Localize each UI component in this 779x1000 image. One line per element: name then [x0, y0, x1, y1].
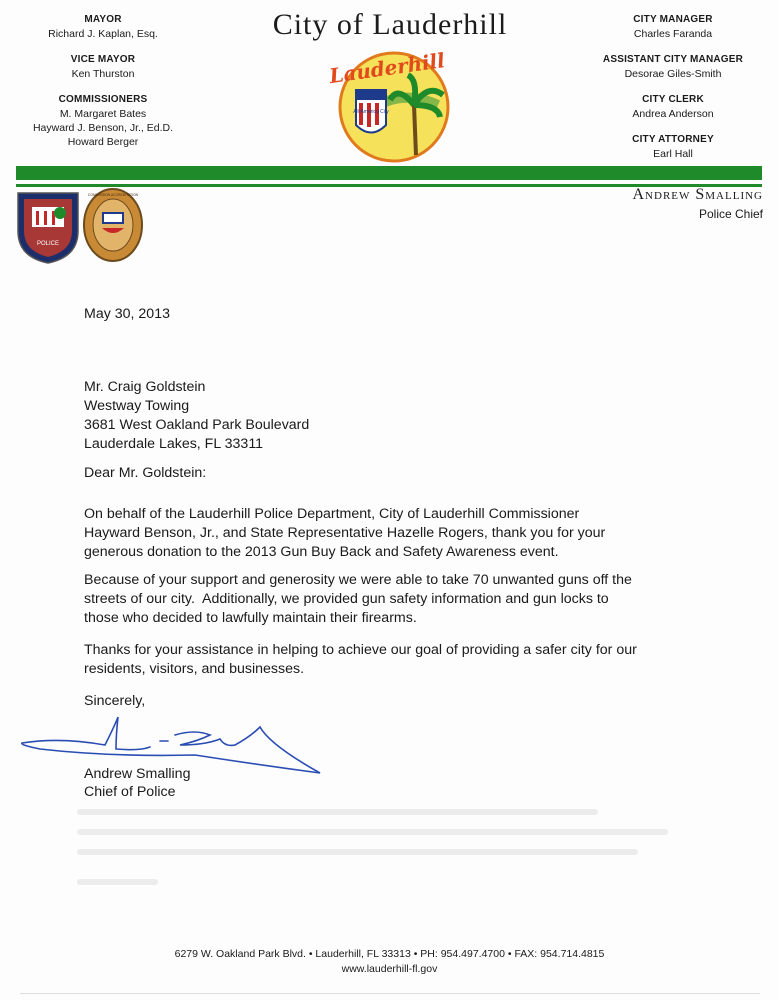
- header-officials-left: [18, 13, 188, 149]
- paragraph-line: those who decided to lawfully maintain their firearms.: [84, 610, 417, 626]
- paragraph-line: On behalf of the Lauderhill Police Department, City of Lauderhill Commissioner: [84, 506, 580, 522]
- logo-subtext: All-America City: [353, 109, 389, 115]
- body-paragraph: [84, 571, 724, 628]
- paragraph-line: generous donation to the 2013 Gun Buy Back and Safety Awareness event.: [84, 544, 559, 560]
- official-name: Earl Hall: [653, 148, 693, 160]
- chief-title: Police Chief: [698, 207, 763, 221]
- chief-name: Andrew Smalling: [632, 186, 763, 203]
- official-name: Desorae Giles-Smith: [624, 68, 722, 80]
- recipient-line: Mr. Craig Goldstein: [84, 379, 206, 395]
- city-logo: [328, 45, 458, 165]
- seal-text: COMMISSION ACCREDITATION: [87, 193, 139, 197]
- salutation: Dear Mr. Goldstein:: [84, 465, 207, 481]
- role-label: COMMISSIONERS: [58, 94, 148, 105]
- role-label: CITY MANAGER: [633, 14, 713, 25]
- paragraph-line: streets of our city. Additionally, we provided gun safety information and gun locks to: [84, 591, 609, 607]
- police-badge-icon: [14, 187, 82, 265]
- signer-name: Andrew Smalling: [84, 766, 191, 782]
- badge-text: POLICE: [36, 241, 60, 247]
- official-name: Ken Thurston: [71, 68, 135, 80]
- footer-website: www.lauderhill-fl.gov: [341, 963, 438, 975]
- logo-text: Lauderhill: [328, 48, 447, 89]
- paragraph-line: residents, visitors, and businesses.: [84, 661, 305, 677]
- letter-date: May 30, 2013: [84, 306, 170, 322]
- official-name: Hayward J. Benson, Jr., Ed.D.: [32, 122, 174, 134]
- closing: Sincerely,: [84, 693, 146, 709]
- role-label: CITY CLERK: [642, 94, 704, 105]
- official-name: Howard Berger: [67, 136, 139, 148]
- paragraph-line: Because of your support and generosity we were able to take 70 unwanted guns off the: [84, 572, 632, 588]
- paragraph-line: Hayward Benson, Jr., and State Representative Hazelle Rogers, thank you for your: [84, 525, 606, 541]
- recipient-line: 3681 West Oakland Park Boulevard: [84, 417, 310, 433]
- signer-title: Chief of Police: [84, 784, 176, 800]
- role-label: CITY ATTORNEY: [632, 134, 714, 145]
- header-green-bar: [16, 166, 762, 180]
- role-label: ASSISTANT CITY MANAGER: [602, 54, 744, 65]
- city-title: City of Lauderhill: [272, 8, 508, 41]
- footer-address: 6279 W. Oakland Park Blvd. • Lauderhill, FL 33313 • PH: 954.497.4700 • FAX: 954.714.4815: [174, 948, 605, 960]
- bottom-edge: [20, 993, 760, 994]
- accreditation-seal-icon: [82, 186, 144, 264]
- official-name: Charles Faranda: [633, 28, 713, 40]
- role-label: VICE MAYOR: [70, 54, 136, 65]
- show-through-texture: [75, 800, 675, 890]
- recipient-address: [84, 378, 724, 454]
- official-name: M. Margaret Bates: [59, 108, 147, 120]
- paragraph-line: Thanks for your assistance in helping to achieve our goal of providing a safer city for our: [84, 642, 637, 658]
- official-name: Richard J. Kaplan, Esq.: [48, 28, 158, 40]
- recipient-line: Westway Towing: [84, 398, 190, 414]
- recipient-line: Lauderdale Lakes, FL 33311: [84, 436, 264, 452]
- header-officials-right: [588, 13, 758, 161]
- role-label: MAYOR: [84, 14, 122, 25]
- official-name: Andrea Anderson: [632, 108, 714, 120]
- body-paragraph: [84, 641, 724, 679]
- body-paragraph: [84, 505, 724, 562]
